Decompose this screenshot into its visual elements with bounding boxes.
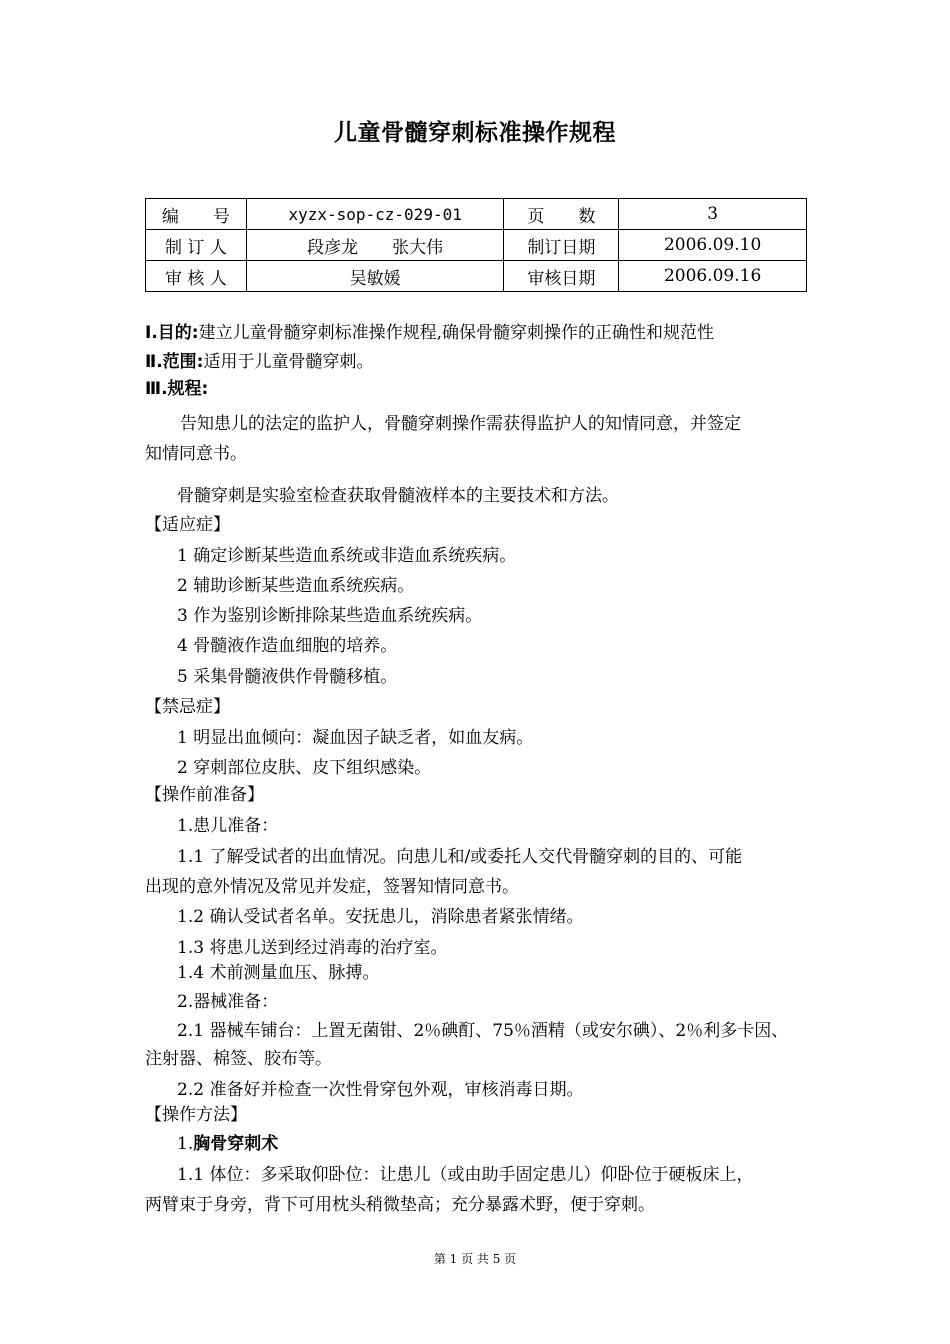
meta-value: 3 xyxy=(619,199,807,230)
list-item: 1.3 将患儿送到经过消毒的治疗室。 xyxy=(177,938,448,958)
meta-table xyxy=(145,198,807,292)
meta-row xyxy=(146,261,807,292)
list-item: 2.2 准备好并检查一次性骨穿包外观，审核消毒日期。 xyxy=(177,1080,584,1100)
procedure-label: Ⅲ.规程: xyxy=(145,379,209,399)
meta-value: 2006.09.10 xyxy=(619,230,807,261)
meta-label: 审核日期 xyxy=(504,261,619,292)
list-item: 3 作为鉴别诊断排除某些造血系统疾病。 xyxy=(177,606,483,626)
paragraph-line: 知情同意书。 xyxy=(145,444,247,464)
scope-line xyxy=(145,351,373,373)
method-subheading xyxy=(177,1133,278,1155)
list-item: 2.1 器械车铺台：上置无菌钳、2％碘酊、75％酒精（或安尔碘）、2％利多卡因、 xyxy=(177,1021,789,1041)
method-number: 1. xyxy=(177,1134,194,1154)
meta-value: 段彦龙 张大伟 xyxy=(246,230,504,261)
list-item: 1.2 确认受试者名单。安抚患儿，消除患者紧张情绪。 xyxy=(177,907,584,927)
meta-value: xyzx-sop-cz-029-01 xyxy=(246,199,504,230)
list-item: 2 辅助诊断某些造血系统疾病。 xyxy=(177,576,415,596)
list-item: 2.器械准备： xyxy=(177,992,279,1012)
list-item: 5 采集骨髓液供作骨髓移植。 xyxy=(177,667,398,687)
list-item: 注射器、棉签、胶布等。 xyxy=(145,1049,332,1069)
purpose-label: Ⅰ.目的: xyxy=(145,323,199,343)
meta-row xyxy=(146,199,807,230)
meta-label: 页 数 xyxy=(504,199,619,230)
meta-label: 审 核 人 xyxy=(146,261,247,292)
list-item: 1.患儿准备： xyxy=(177,816,279,836)
list-item: 1.1 体位：多采取仰卧位：让患儿（或由助手固定患儿）仰卧位于硬板床上， xyxy=(177,1165,754,1185)
list-item: 1.1 了解受试者的出血情况。向患儿和/或委托人交代骨髓穿刺的目的、可能 xyxy=(177,847,743,867)
list-item: 1.4 术前测量血压、脉搏。 xyxy=(177,963,380,983)
list-item: 4 骨髓液作造血细胞的培养。 xyxy=(177,636,398,656)
meta-label: 制 订 人 xyxy=(146,230,247,261)
meta-label: 编 号 xyxy=(146,199,247,230)
paragraph-line: 骨髓穿刺是实验室检查获取骨髓液样本的主要技术和方法。 xyxy=(177,486,619,506)
section-heading: 【适应症】 xyxy=(145,515,230,535)
scope-text: 适用于儿童骨髓穿刺。 xyxy=(203,352,374,372)
section-heading: 【操作方法】 xyxy=(145,1105,247,1125)
document-title: 儿童骨髓穿刺标准操作规程 xyxy=(334,120,616,146)
list-item: 1 确定诊断某些造血系统或非造血系统疾病。 xyxy=(177,546,517,566)
page-footer: 第 1 页 共 5 页 xyxy=(433,1252,517,1266)
list-item: 1 明显出血倾向：凝血因子缺乏者，如血友病。 xyxy=(177,728,534,748)
method-title: 胸骨穿刺术 xyxy=(193,1134,279,1154)
meta-label: 制订日期 xyxy=(504,230,619,261)
paragraph-line: 告知患儿的法定的监护人，骨髓穿刺操作需获得监护人的知情同意，并签定 xyxy=(180,414,741,434)
meta-value: 2006.09.16 xyxy=(619,261,807,292)
scope-label: Ⅱ.范围: xyxy=(145,352,204,372)
list-item: 出现的意外情况及常见并发症，签署知情同意书。 xyxy=(145,877,519,897)
list-item: 2 穿刺部位皮肤、皮下组织感染。 xyxy=(177,758,432,778)
list-item: 两臂束于身旁，背下可用枕头稍微垫高；充分暴露术野，便于穿刺。 xyxy=(145,1195,655,1215)
purpose-line xyxy=(145,322,714,344)
section-heading: 【操作前准备】 xyxy=(145,785,264,805)
meta-row xyxy=(146,230,807,261)
section-heading: 【禁忌症】 xyxy=(145,697,230,717)
purpose-text: 建立儿童骨髓穿刺标准操作规程,确保骨髓穿刺操作的正确性和规范性 xyxy=(198,323,714,343)
meta-value: 吴敏媛 xyxy=(246,261,504,292)
